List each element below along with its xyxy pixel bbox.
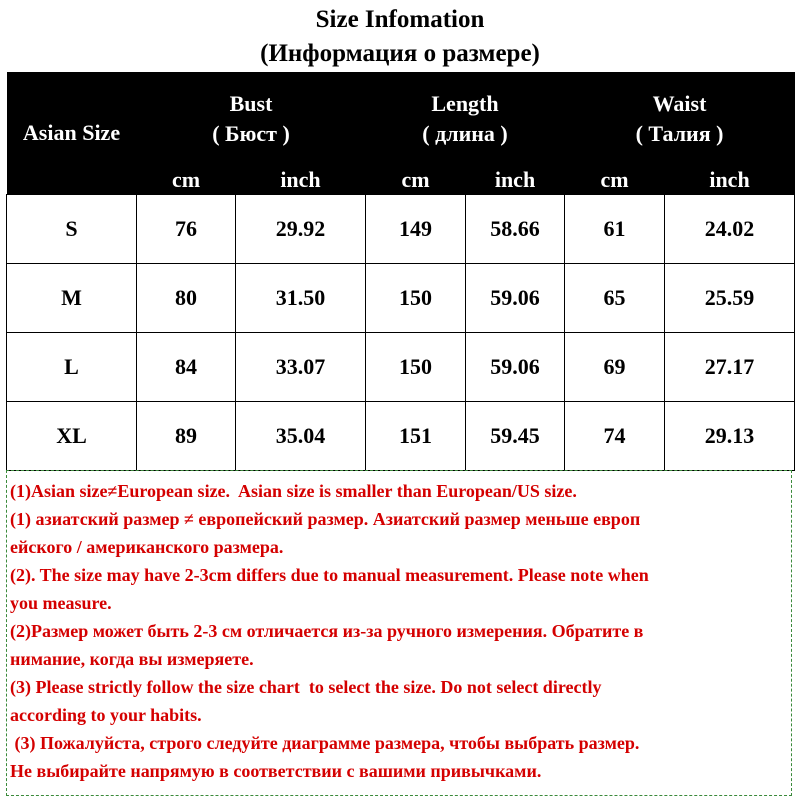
note-line: (3) Пожалуйста, строго следуйте диаграмме размера, чтобы выбрать размер. Не выбирайте напрямую в соответствии с вашими привычками. [10,733,640,781]
value-cell: 150 [366,333,466,402]
unit-header: inch [665,165,795,195]
header-group-length [366,72,565,165]
value-cell: 59.45 [466,402,565,471]
value-cell: 89 [137,402,236,471]
value-cell: 29.13 [665,402,795,471]
value-cell: 76 [137,195,236,264]
unit-header: cm [137,165,236,195]
unit-header: cm [366,165,466,195]
group-sub-label: ( Талия ) [635,120,724,146]
header-group-waist [565,72,795,165]
header-asian-size: Asian Size [7,72,137,195]
title-russian: (Информация о размере) [260,40,540,67]
note-line: (1) азиатский размер ≠ европейский размер. Азиатский размер меньше европ ейского / американского размера. [10,509,641,557]
value-cell: 27.17 [665,333,795,402]
value-cell: 80 [137,264,236,333]
table-row [7,333,795,402]
value-cell: 151 [366,402,466,471]
value-cell: 61 [565,195,665,264]
group-name: Bust [229,90,273,116]
size-chart-table [6,72,795,471]
unit-header: cm [565,165,665,195]
size-cell: XL [7,402,137,471]
value-cell: 24.02 [665,195,795,264]
value-cell: 25.59 [665,264,795,333]
table-row [7,264,795,333]
unit-header: inch [466,165,565,195]
header-group-bust [137,72,366,165]
value-cell: 150 [366,264,466,333]
size-cell: M [7,264,137,333]
group-name: Length [431,90,499,116]
group-sub-label: ( Бюст ) [212,120,290,146]
value-cell: 69 [565,333,665,402]
value-cell: 35.04 [236,402,366,471]
value-cell: 58.66 [466,195,565,264]
note-line: (1)Asian size≠European size. Asian size is smaller than European/US size. [10,481,577,501]
group-name: Waist [652,90,707,116]
value-cell: 59.06 [466,333,565,402]
value-cell: 65 [565,264,665,333]
value-cell: 31.50 [236,264,366,333]
size-cell: L [7,333,137,402]
value-cell: 149 [366,195,466,264]
table-row [7,195,795,264]
note-line: (2). The size may have 2-3cm differs due to manual measurement. Please note when you measure. [10,565,649,613]
size-notes [6,470,792,796]
value-cell: 74 [565,402,665,471]
value-cell: 29.92 [236,195,366,264]
table-header [7,72,795,195]
note-line: (3) Please strictly follow the size chart to select the size. Do not select directly according to your habits. [10,677,602,725]
page-title [0,0,800,72]
value-cell: 33.07 [236,333,366,402]
note-line: (2)Размер может быть 2-3 см отличается из-за ручного измерения. Обратите в нимание, когда вы измеряете. [10,621,644,669]
value-cell: 84 [137,333,236,402]
group-sub-label: ( длина ) [422,120,508,146]
table-row [7,402,795,471]
value-cell: 59.06 [466,264,565,333]
unit-header: inch [236,165,366,195]
size-cell: S [7,195,137,264]
title-english: Size Infomation [315,6,485,33]
